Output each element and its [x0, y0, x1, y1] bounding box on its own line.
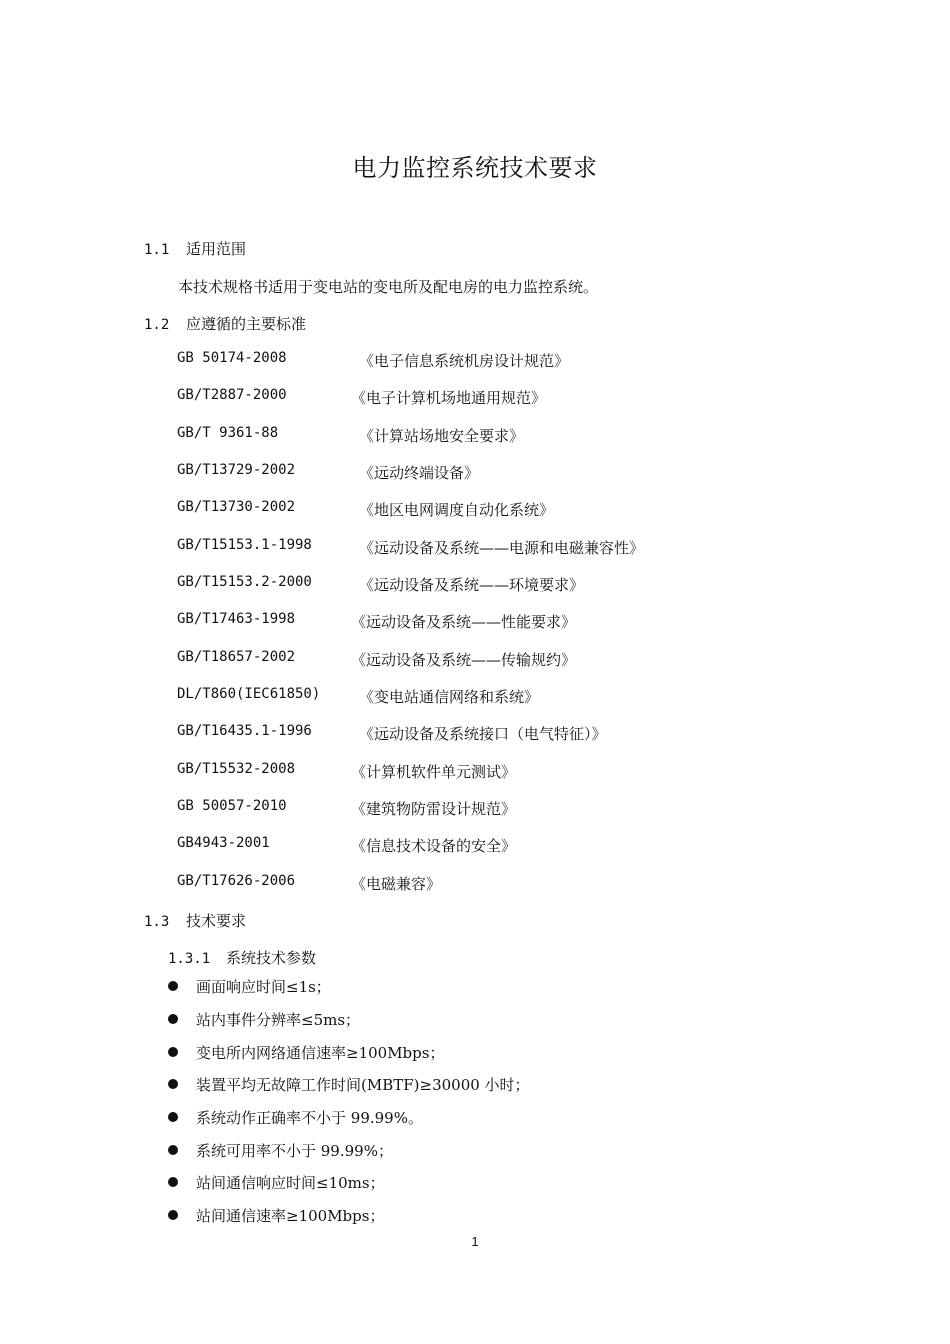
- section-label: 技术要求: [186, 912, 247, 930]
- document-title: 电力监控系统技术要求: [352, 154, 598, 182]
- standard-item: [177, 387, 737, 409]
- standard-item: [177, 350, 737, 372]
- standard-code: GB/T15153.1-1998: [177, 537, 312, 553]
- standard-item: [177, 649, 737, 671]
- section-heading-1-2: [144, 313, 306, 334]
- standard-code: GB/T 9361-88: [177, 425, 279, 441]
- section-number: 1.1: [144, 242, 170, 258]
- standard-name: 《变电站通信网络和系统》: [359, 688, 540, 706]
- standard-item: [177, 761, 737, 783]
- section-heading-1-1: [144, 238, 246, 259]
- standard-item: [177, 723, 737, 745]
- parameter-text: 站间通信响应时间≤10ms；: [196, 1174, 385, 1192]
- standard-item: [177, 574, 737, 596]
- standard-name: 《信息技术设备的安全》: [351, 837, 517, 855]
- standard-code: GB 50057-2010: [177, 798, 287, 814]
- standard-code: GB 50174-2008: [177, 350, 287, 366]
- standard-code: GB/T2887-2000: [177, 387, 287, 403]
- section-label: 系统技术参数: [226, 949, 317, 967]
- standard-item: [177, 686, 737, 708]
- standard-name: 《计算站场地安全要求》: [359, 427, 525, 445]
- section-heading-1-3: [144, 910, 246, 931]
- parameter-text: 系统可用率不小于 99.99%；: [196, 1142, 393, 1160]
- standard-name: 《电磁兼容》: [351, 875, 442, 893]
- standard-code: GB/T17463-1998: [177, 611, 296, 627]
- section-label: 适用范围: [186, 240, 247, 258]
- standard-name: 《远动设备及系统——传输规约》: [351, 651, 577, 669]
- standard-item: [177, 537, 737, 559]
- standard-code: GB/T15153.2-2000: [177, 574, 312, 590]
- bullet-icon: [168, 1112, 178, 1122]
- standard-item: [177, 873, 737, 895]
- standard-name: 《远动设备及系统接口（电气特征）》: [359, 725, 607, 743]
- bullet-icon: [168, 1047, 178, 1057]
- bullet-icon: [168, 1014, 178, 1024]
- bullet-icon: [168, 981, 178, 991]
- standard-item: [177, 425, 737, 447]
- page-number: 1: [471, 1234, 479, 1249]
- standard-code: GB/T13730-2002: [177, 499, 296, 515]
- subsection-heading-1-3-1: [168, 947, 316, 968]
- standard-item: [177, 611, 737, 633]
- parameter-text: 画面响应时间≤1s；: [196, 978, 331, 996]
- parameter-text: 站间通信速率≥100Mbps；: [196, 1207, 385, 1225]
- standard-code: GB/T17626-2006: [177, 873, 296, 889]
- scope-paragraph: 本技术规格书适用于变电站的变电所及配电房的电力监控系统。: [178, 278, 599, 296]
- bullet-icon: [168, 1210, 178, 1220]
- standard-name: 《电子信息系统机房设计规范》: [359, 352, 570, 370]
- standard-code: GB/T15532-2008: [177, 761, 296, 777]
- standard-name: 《建筑物防雷设计规范》: [351, 800, 517, 818]
- standard-code: GB/T13729-2002: [177, 462, 296, 478]
- parameter-text: 站内事件分辨率≤5ms；: [196, 1011, 361, 1029]
- standard-code: GB4943-2001: [177, 835, 270, 851]
- section-number: 1.2: [144, 317, 170, 333]
- standard-name: 《远动设备及系统——电源和电磁兼容性》: [359, 539, 645, 557]
- standard-item: [177, 835, 737, 857]
- standard-name: 《计算机软件单元测试》: [351, 763, 517, 781]
- bullet-icon: [168, 1145, 178, 1155]
- section-number: 1.3.1: [168, 951, 211, 967]
- parameter-text: 系统动作正确率不小于 99.99%。: [196, 1109, 423, 1127]
- standard-name: 《电子计算机场地通用规范》: [351, 389, 547, 407]
- standard-item: [177, 462, 737, 484]
- standard-name: 《远动设备及系统——环境要求》: [359, 576, 585, 594]
- standard-code: DL/T860(IEC61850): [177, 686, 321, 702]
- standard-name: 《远动终端设备》: [359, 464, 480, 482]
- bullet-icon: [168, 1177, 178, 1187]
- standard-item: [177, 499, 737, 521]
- standard-item: [177, 798, 737, 820]
- parameter-text: 装置平均无故障工作时间(MBTF)≥30000 小时；: [196, 1076, 530, 1094]
- section-number: 1.3: [144, 914, 170, 930]
- standard-name: 《远动设备及系统——性能要求》: [351, 613, 577, 631]
- section-label: 应遵循的主要标准: [186, 315, 307, 333]
- standard-code: GB/T18657-2002: [177, 649, 296, 665]
- bullet-icon: [168, 1079, 178, 1089]
- standard-name: 《地区电网调度自动化系统》: [359, 501, 555, 519]
- standard-code: GB/T16435.1-1996: [177, 723, 312, 739]
- parameter-text: 变电所内网络通信速率≥100Mbps；: [196, 1044, 445, 1062]
